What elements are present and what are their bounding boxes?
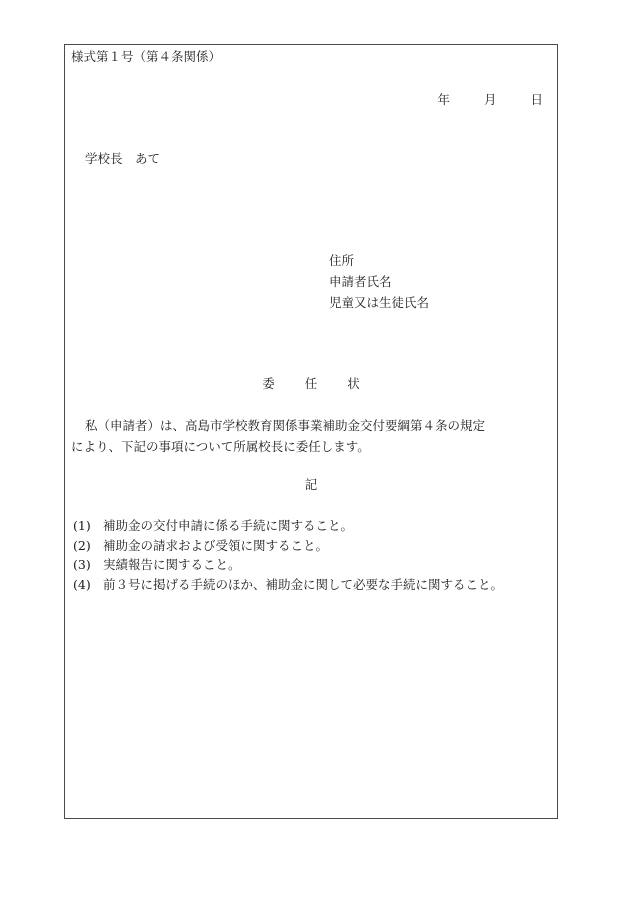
body-line: により、下記の事項について所属校長に委任します。 <box>71 439 370 454</box>
list-item <box>73 555 553 575</box>
applicant-name-label: 申請者氏名 <box>329 274 392 289</box>
date-line <box>437 92 543 108</box>
date-day-label: 日 <box>530 92 543 107</box>
item-number: (3) <box>73 557 91 572</box>
form-number: 様式第１号（第４条関係） <box>71 49 222 64</box>
form-frame <box>64 44 558 819</box>
date-year-label: 年 <box>437 92 450 107</box>
item-text: 補助金の請求および受領に関すること。 <box>103 537 329 553</box>
list-item <box>73 536 553 556</box>
applicant-address-label: 住所 <box>329 253 355 268</box>
body-paragraph <box>71 415 555 457</box>
title-char: 任 <box>304 376 318 391</box>
item-text: 実績報告に関すること。 <box>103 557 241 572</box>
addressee: 学校長 あて <box>85 151 161 166</box>
list-item <box>73 516 553 536</box>
body-line: 私（申請者）は、高島市学校教育関係事業補助金交付要綱第４条の規定 <box>85 418 486 433</box>
student-name-label: 児童又は生徒氏名 <box>329 295 430 310</box>
item-number: (2) <box>73 537 91 553</box>
title-char: 委 <box>262 376 275 391</box>
item-text: 補助金の交付申請に係る手続に関すること。 <box>103 518 354 533</box>
applicant-block <box>329 250 429 313</box>
document-title <box>65 376 557 392</box>
list-item <box>73 575 553 595</box>
item-number: (4) <box>73 576 91 592</box>
item-list <box>73 516 553 594</box>
date-month-label: 月 <box>483 92 497 107</box>
title-char: 状 <box>347 376 360 391</box>
ki-heading: 記 <box>304 477 318 492</box>
item-text: 前３号に掲げる手続のほか、補助金に関して必要な手続に関すること。 <box>103 576 504 592</box>
item-number: (1) <box>73 518 91 533</box>
